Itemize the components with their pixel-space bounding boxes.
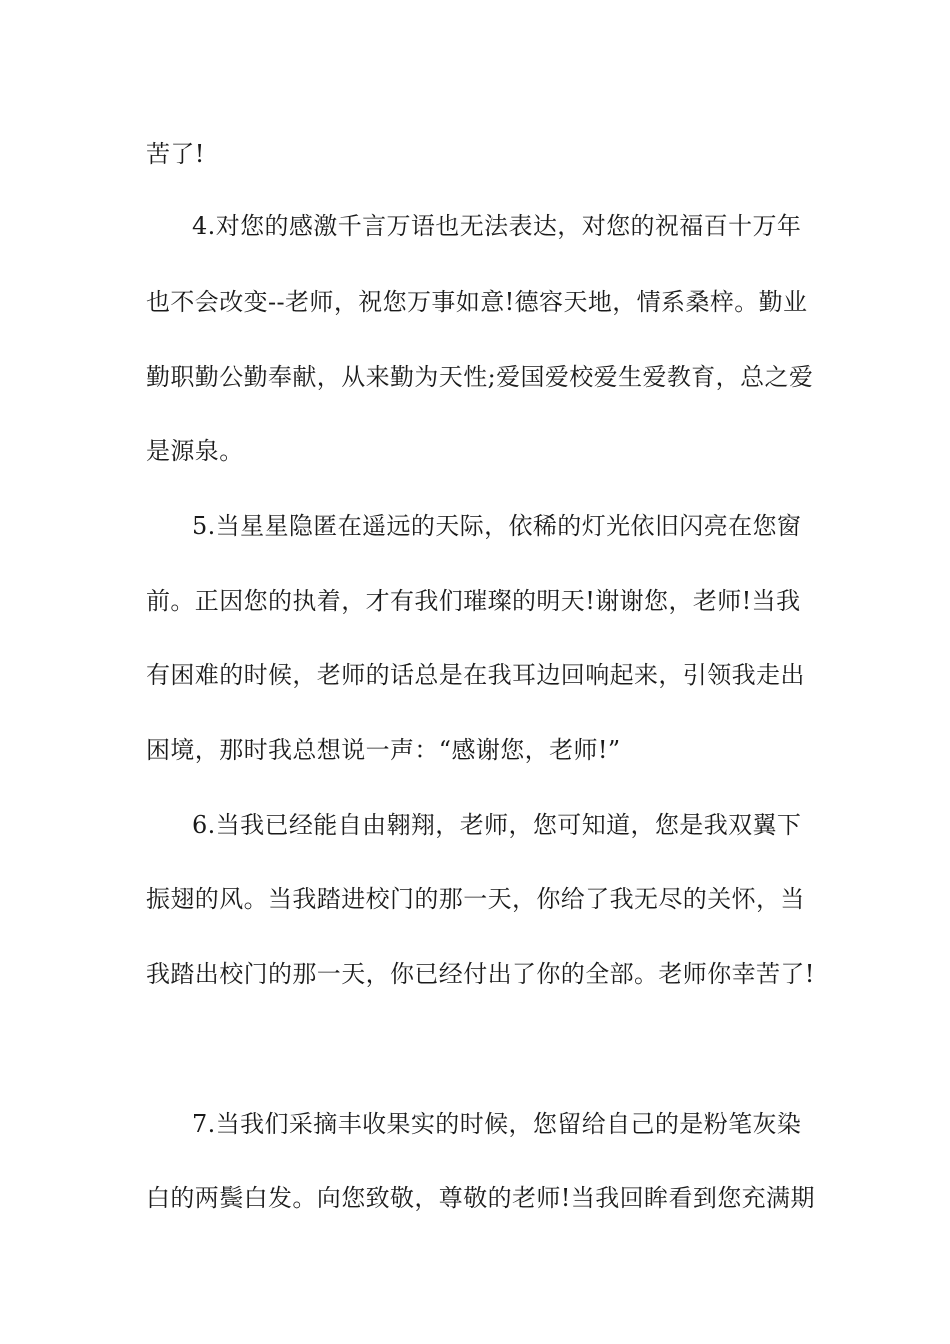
text-line: 苦了!	[146, 140, 205, 168]
text-line: 我踏出校门的那一天，你已经付出了你的全部。老师你幸苦了!	[146, 960, 815, 988]
text-line: 白的两鬓白发。向您致敬，尊敬的老师!当我回眸看到您充满期	[146, 1184, 815, 1212]
paragraph-5-line-1: 5.当星星隐匿在遥远的天际，依稀的灯光依旧闪亮在您窗	[192, 512, 802, 540]
text-line: 困境，那时我总想说一声：“感谢您，老师!”	[146, 736, 621, 764]
paragraph-7-line-1: 7.当我们采摘丰收果实的时候，您留给自己的是粉笔灰染	[192, 1110, 802, 1138]
paragraph-4-line-1: 4.对您的感激千言万语也无法表达，对您的祝福百十万年	[192, 212, 802, 240]
text-line: 振翅的风。当我踏进校门的那一天，你给了我无尽的关怀，当	[146, 885, 805, 913]
text-line: 也不会改变--老师，祝您万事如意!德容天地，情系桑梓。勤业	[146, 288, 808, 316]
text-line: 前。正因您的执着，才有我们璀璨的明天!谢谢您，老师!当我	[146, 587, 801, 615]
text-line: 有困难的时候，老师的话总是在我耳边回响起来，引领我走出	[146, 661, 805, 689]
paragraph-6-line-1: 6.当我已经能自由翱翔，老师，您可知道，您是我双翼下	[192, 811, 802, 839]
text-line: 勤职勤公勤奉献，从来勤为天性;爱国爱校爱生爱教育，总之爱	[146, 363, 814, 391]
text-line: 是源泉。	[146, 437, 244, 465]
